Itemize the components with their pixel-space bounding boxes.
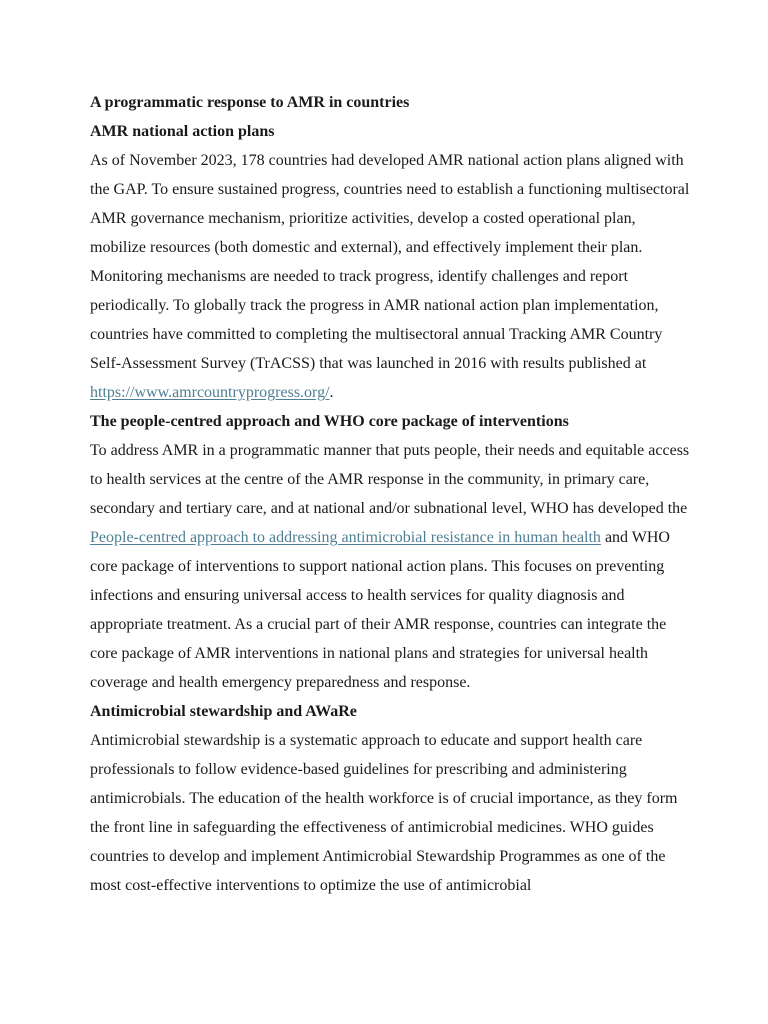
- paragraph-text: .: [329, 384, 334, 401]
- section-paragraph-antimicrobial-stewardship: Antimicrobial stewardship is a systematic approach to educate and support health care professionals to follow evidence-based guidelines for prescribing and administering antimicrobials. The education of the health workforce is of crucial importance, as they form the front line in safeguarding the effectiveness of antimicrobial medicines. WHO guides countries to develop and implement Antimicrobial Stewardship Programmes as one of the most cost-effective interventions to optimize the use of antimicrobial: [90, 732, 678, 894]
- document-page: [90, 88, 690, 900]
- paragraph-text: To address AMR in a programmatic manner that puts people, their needs and equitable access to health services at the centre of the AMR response in the community, in primary care, secondary and tertiary care, and at national and/or subnational level, WHO has developed the: [90, 442, 690, 517]
- section-heading-national-action-plans: AMR national action plans: [90, 123, 275, 140]
- document-title: A programmatic response to AMR in countries: [90, 94, 410, 111]
- section-paragraph-people-centred-approach: [90, 436, 690, 697]
- section-heading-antimicrobial-stewardship: Antimicrobial stewardship and AWaRe: [90, 703, 357, 720]
- paragraph-text: As of November 2023, 178 countries had developed AMR national action plans aligned with the GAP. To ensure sustained progress, countries need to establish a functioning multisectoral AMR governance mechanism, prioritize activities, develop a costed operational plan, mobilize resources (both domestic and external), and effectively implement their plan. Monitoring mechanisms are needed to track progress, identify challenges and report periodically. To globally track the progress in AMR national action plan implementation, countries have committed to completing the multisectoral annual Tracking AMR Country Self-Assessment Survey (TrACSS) that was launched in 2016 with results published at: [90, 152, 690, 372]
- section-heading-people-centred-approach: The people-centred approach and WHO core package of interventions: [90, 413, 569, 430]
- section-paragraph-national-action-plans: [90, 146, 690, 407]
- paragraph-text: and WHO core package of interventions to support national action plans. This focuses on preventing infections and ensuring universal access to health services for quality diagnosis and appropriate treatment. As a crucial part of their AMR response, countries can integrate the core package of AMR interventions in national plans and strategies for universal health coverage and health emergency preparedness and response.: [90, 529, 670, 691]
- people-centred-approach-link[interactable]: People-centred approach to addressing antimicrobial resistance in human health: [90, 529, 601, 546]
- amr-country-progress-link[interactable]: https://www.amrcountryprogress.org/: [90, 384, 330, 401]
